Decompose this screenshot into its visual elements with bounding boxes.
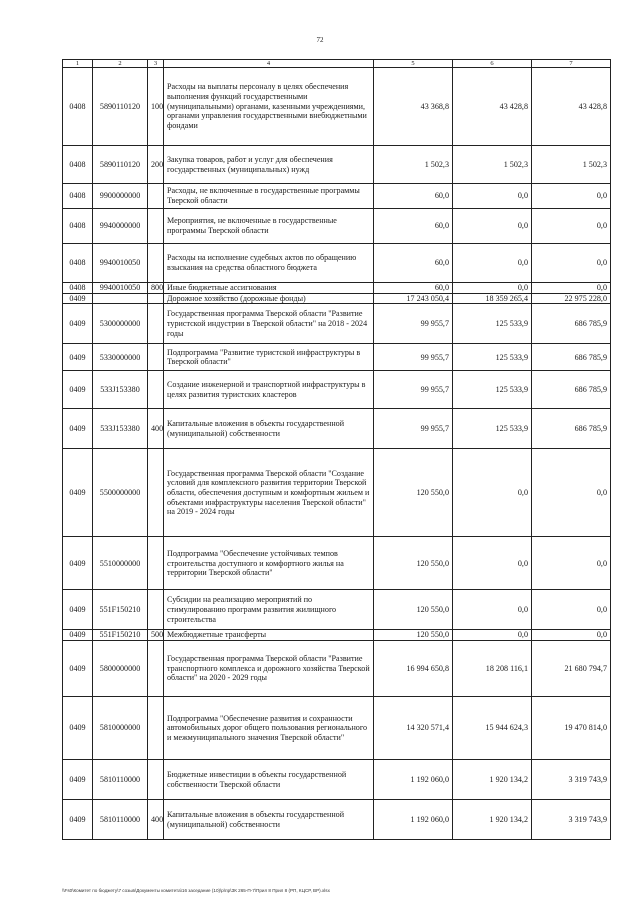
table-row	[63, 244, 611, 283]
section-code: 0409	[63, 304, 93, 344]
target-article	[93, 293, 148, 304]
target-article: 5890110120	[93, 68, 148, 146]
item-name: Закупка товаров, работ и услуг для обеспечения государственных (муниципальных) нужд	[164, 146, 374, 184]
item-name: Расходы, не включенные в государственные программы Тверской области	[164, 184, 374, 209]
amount-col-7: 0,0	[532, 590, 611, 630]
section-code: 0409	[63, 344, 93, 371]
table-row	[63, 697, 611, 760]
amount-col-7: 43 428,8	[532, 68, 611, 146]
section-code: 0409	[63, 293, 93, 304]
target-article: 5300000000	[93, 304, 148, 344]
amount-col-5: 99 955,7	[374, 371, 453, 409]
table-row	[63, 293, 611, 304]
amount-col-6: 18 208 116,1	[453, 641, 532, 697]
amount-col-6: 125 533,9	[453, 371, 532, 409]
table-row	[63, 209, 611, 244]
table-row	[63, 283, 611, 294]
amount-col-7: 19 470 814,0	[532, 697, 611, 760]
table-row	[63, 344, 611, 371]
amount-col-5: 14 320 571,4	[374, 697, 453, 760]
expense-type	[148, 371, 164, 409]
expense-type: 500	[148, 630, 164, 641]
amount-col-7: 0,0	[532, 209, 611, 244]
section-code: 0408	[63, 184, 93, 209]
item-name: Государственная программа Тверской области "Развитие туристской индустрии в Тверской области" на 2018 - 2024 годы	[164, 304, 374, 344]
section-code: 0409	[63, 641, 93, 697]
header-col-5: 5	[374, 60, 453, 68]
target-article: 551F150210	[93, 630, 148, 641]
amount-col-5: 99 955,7	[374, 304, 453, 344]
target-article: 5500000000	[93, 449, 148, 537]
target-article: 533J153380	[93, 371, 148, 409]
amount-col-6: 0,0	[453, 184, 532, 209]
amount-col-5: 1 192 060,0	[374, 800, 453, 840]
amount-col-6: 1 920 134,2	[453, 800, 532, 840]
item-name: Государственная программа Тверской области "Развитие транспортного комплекса и дорожного хозяйства Тверской области" на 2020 - 2029 годы	[164, 641, 374, 697]
amount-col-6: 0,0	[453, 244, 532, 283]
item-name: Расходы на исполнение судебных актов по обращению взыскания на средства областного бюджета	[164, 244, 374, 283]
section-code: 0409	[63, 449, 93, 537]
item-name: Иные бюджетные ассигнования	[164, 283, 374, 294]
amount-col-7: 686 785,9	[532, 409, 611, 449]
expense-type	[148, 209, 164, 244]
table-row	[63, 449, 611, 537]
amount-col-7: 22 975 228,0	[532, 293, 611, 304]
expense-type	[148, 590, 164, 630]
target-article: 9940010050	[93, 244, 148, 283]
amount-col-5: 60,0	[374, 244, 453, 283]
item-name: Подпрограмма "Развитие туристской инфраструктуры в Тверской области"	[164, 344, 374, 371]
amount-col-6: 1 502,3	[453, 146, 532, 184]
expense-type	[148, 344, 164, 371]
budget-table	[62, 59, 611, 840]
amount-col-5: 120 550,0	[374, 590, 453, 630]
amount-col-5: 17 243 050,4	[374, 293, 453, 304]
amount-col-6: 0,0	[453, 590, 532, 630]
header-col-4: 4	[164, 60, 374, 68]
amount-col-6: 0,0	[453, 630, 532, 641]
expense-type	[148, 760, 164, 800]
amount-col-7: 3 319 743,9	[532, 760, 611, 800]
amount-col-5: 120 550,0	[374, 630, 453, 641]
expense-type	[148, 449, 164, 537]
amount-col-5: 60,0	[374, 209, 453, 244]
table-row	[63, 630, 611, 641]
header-col-2: 2	[93, 60, 148, 68]
section-code: 0409	[63, 630, 93, 641]
target-article: 5810110000	[93, 760, 148, 800]
section-code: 0409	[63, 800, 93, 840]
expense-type: 100	[148, 68, 164, 146]
item-name: Государственная программа Тверской области "Создание условий для комплексного развития территории Тверской области, обеспечения доступным и комфортным жильем и объектами инфраструктуры населения Тверской области" на 2019 - 2024 годы	[164, 449, 374, 537]
header-col-7: 7	[532, 60, 611, 68]
target-article: 9940010050	[93, 283, 148, 294]
table-row	[63, 590, 611, 630]
table-row	[63, 800, 611, 840]
section-code: 0408	[63, 68, 93, 146]
amount-col-5: 60,0	[374, 184, 453, 209]
item-name: Подпрограмма "Обеспечение устойчивых темпов строительства доступного и комфортного жилья на территории Тверской области"	[164, 537, 374, 590]
item-name: Мероприятия, не включенные в государственные программы Тверской области	[164, 209, 374, 244]
header-col-6: 6	[453, 60, 532, 68]
amount-col-7: 0,0	[532, 244, 611, 283]
amount-col-5: 99 955,7	[374, 409, 453, 449]
target-article: 5800000000	[93, 641, 148, 697]
amount-col-7: 0,0	[532, 449, 611, 537]
amount-col-7: 1 502,3	[532, 146, 611, 184]
amount-col-7: 0,0	[532, 630, 611, 641]
amount-col-6: 1 920 134,2	[453, 760, 532, 800]
section-code: 0408	[63, 244, 93, 283]
expense-type: 400	[148, 409, 164, 449]
target-article: 5810110000	[93, 800, 148, 840]
expense-type	[148, 304, 164, 344]
item-name: Капитальные вложения в объекты государственной (муниципальной) собственности	[164, 800, 374, 840]
table-row	[63, 537, 611, 590]
amount-col-7: 3 319 743,9	[532, 800, 611, 840]
target-article: 5330000000	[93, 344, 148, 371]
table-row	[63, 184, 611, 209]
section-code: 0408	[63, 283, 93, 294]
amount-col-7: 686 785,9	[532, 344, 611, 371]
amount-col-6: 0,0	[453, 209, 532, 244]
section-code: 0409	[63, 537, 93, 590]
expense-type: 400	[148, 800, 164, 840]
amount-col-5: 120 550,0	[374, 449, 453, 537]
table-row	[63, 409, 611, 449]
expense-type	[148, 293, 164, 304]
expense-type	[148, 184, 164, 209]
target-article: 5810000000	[93, 697, 148, 760]
item-name: Подпрограмма "Обеспечение развития и сохранности автомобильных дорог общего пользования регионального и межмуниципального значения Тверской области"	[164, 697, 374, 760]
amount-col-6: 15 944 624,3	[453, 697, 532, 760]
amount-col-5: 120 550,0	[374, 537, 453, 590]
table-row	[63, 760, 611, 800]
amount-col-6: 125 533,9	[453, 409, 532, 449]
expense-type: 800	[148, 283, 164, 294]
table-row	[63, 304, 611, 344]
header-col-1: 1	[63, 60, 93, 68]
section-code: 0409	[63, 697, 93, 760]
amount-col-7: 686 785,9	[532, 304, 611, 344]
amount-col-5: 16 994 650,8	[374, 641, 453, 697]
target-article: 9900000000	[93, 184, 148, 209]
section-code: 0408	[63, 146, 93, 184]
expense-type: 200	[148, 146, 164, 184]
table-row	[63, 68, 611, 146]
section-code: 0409	[63, 409, 93, 449]
amount-col-5: 43 368,8	[374, 68, 453, 146]
file-path-footer: \\Fs0\Комитет по бюджету\7 созыв\Документы комитета\16 заседание (10)\р\пр\ЗК 265-П-7\Прил 8 Прил 8 (РП, КЦСР, ВР).xlsx	[62, 888, 330, 893]
item-name: Расходы на выплаты персоналу в целях обеспечения выполнения функций государственными (муниципальными) органами, казенными учреждениями, органами управления государственными внебюджетными фондами	[164, 68, 374, 146]
amount-col-7: 0,0	[532, 184, 611, 209]
amount-col-6: 18 359 265,4	[453, 293, 532, 304]
header-row	[63, 60, 611, 68]
item-name: Создание инженерной и транспортной инфраструктуры в целях развития туристских кластеров	[164, 371, 374, 409]
amount-col-5: 60,0	[374, 283, 453, 294]
item-name: Субсидии на реализацию мероприятий по стимулированию программ развития жилищного строительства	[164, 590, 374, 630]
table-row	[63, 371, 611, 409]
expense-type	[148, 244, 164, 283]
page-number: 72	[316, 36, 324, 44]
item-name: Капитальные вложения в объекты государственной (муниципальной) собственности	[164, 409, 374, 449]
amount-col-6: 43 428,8	[453, 68, 532, 146]
amount-col-5: 99 955,7	[374, 344, 453, 371]
section-code: 0409	[63, 590, 93, 630]
amount-col-7: 0,0	[532, 283, 611, 294]
amount-col-7: 686 785,9	[532, 371, 611, 409]
expense-type	[148, 697, 164, 760]
target-article: 551F150210	[93, 590, 148, 630]
amount-col-5: 1 502,3	[374, 146, 453, 184]
amount-col-7: 0,0	[532, 537, 611, 590]
item-name: Межбюджетные трансферты	[164, 630, 374, 641]
amount-col-6: 125 533,9	[453, 304, 532, 344]
table-row	[63, 641, 611, 697]
target-article: 5510000000	[93, 537, 148, 590]
amount-col-6: 0,0	[453, 283, 532, 294]
item-name: Бюджетные инвестиции в объекты государственной собственности Тверской области	[164, 760, 374, 800]
expense-type	[148, 641, 164, 697]
target-article: 533J153380	[93, 409, 148, 449]
target-article: 9940000000	[93, 209, 148, 244]
amount-col-5: 1 192 060,0	[374, 760, 453, 800]
amount-col-6: 0,0	[453, 537, 532, 590]
amount-col-6: 0,0	[453, 449, 532, 537]
target-article: 5890110120	[93, 146, 148, 184]
amount-col-6: 125 533,9	[453, 344, 532, 371]
item-name: Дорожное хозяйство (дорожные фонды)	[164, 293, 374, 304]
section-code: 0409	[63, 371, 93, 409]
section-code: 0408	[63, 209, 93, 244]
expense-type	[148, 537, 164, 590]
section-code: 0409	[63, 760, 93, 800]
amount-col-7: 21 680 794,7	[532, 641, 611, 697]
header-col-3: 3	[148, 60, 164, 68]
table-row	[63, 146, 611, 184]
